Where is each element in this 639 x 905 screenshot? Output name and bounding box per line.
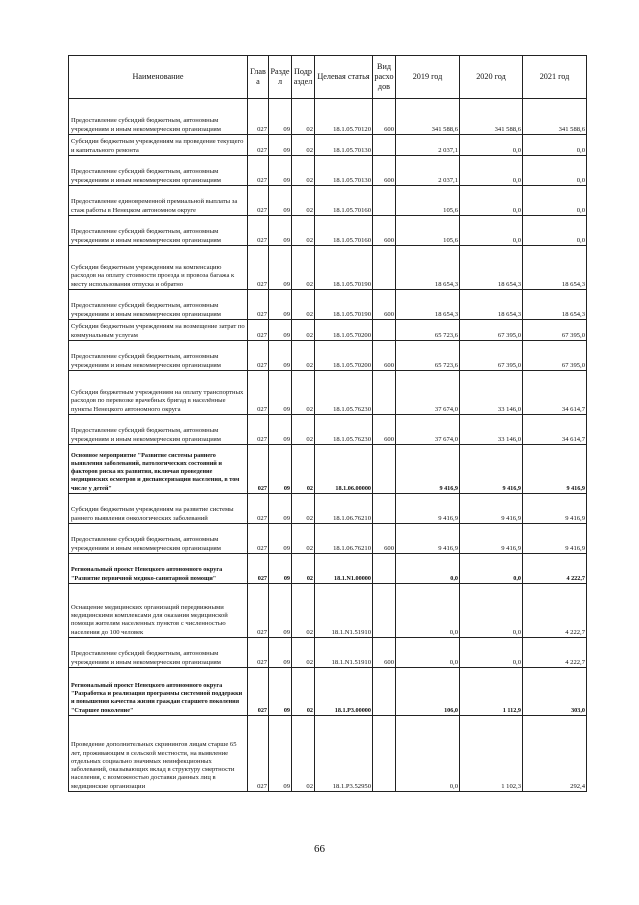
row-glava: 027 bbox=[248, 186, 269, 216]
row-razdel: 09 bbox=[269, 156, 292, 186]
row-podrazdel: 02 bbox=[292, 341, 315, 371]
row-amount-2019: 37 674,0 bbox=[396, 415, 460, 445]
row-razdel: 09 bbox=[269, 216, 292, 246]
row-amount-2019: 9 416,9 bbox=[396, 494, 460, 524]
row-glava: 027 bbox=[248, 415, 269, 445]
row-amount-2020: 0,0 bbox=[460, 216, 523, 246]
table-row bbox=[69, 554, 587, 584]
header-name: Наименование bbox=[69, 56, 248, 99]
row-podrazdel: 02 bbox=[292, 524, 315, 554]
row-razdel: 09 bbox=[269, 99, 292, 135]
table-row bbox=[69, 415, 587, 445]
row-name: Субсидии бюджетным учреждениям на возмещение затрат по коммунальным услугам bbox=[69, 320, 248, 341]
row-name: Оснащение медицинских организаций передвижными медицинскими комплексами для оказания медицинской помощи жителям населенных пунктов с численностью населения до 100 человек bbox=[69, 584, 248, 638]
row-target-article: 18.1.05.70160 bbox=[315, 216, 373, 246]
row-glava: 027 bbox=[248, 290, 269, 320]
row-razdel: 09 bbox=[269, 494, 292, 524]
row-expense-type: 600 bbox=[373, 524, 396, 554]
budget-table bbox=[68, 55, 587, 792]
row-name: Предоставление субсидий бюджетным, автономным учреждениям и иным некоммерческим организациям bbox=[69, 415, 248, 445]
row-target-article: 18.1.N1.51910 bbox=[315, 584, 373, 638]
row-amount-2019: 0,0 bbox=[396, 584, 460, 638]
row-target-article: 18.1.06.76210 bbox=[315, 494, 373, 524]
row-target-article: 18.1.05.70190 bbox=[315, 290, 373, 320]
row-amount-2020: 33 146,0 bbox=[460, 371, 523, 415]
row-amount-2020: 0,0 bbox=[460, 554, 523, 584]
row-expense-type bbox=[373, 246, 396, 290]
row-razdel: 09 bbox=[269, 320, 292, 341]
row-amount-2019: 2 037,1 bbox=[396, 156, 460, 186]
row-amount-2021: 9 416,9 bbox=[523, 524, 587, 554]
row-podrazdel: 02 bbox=[292, 290, 315, 320]
row-name: Субсидии бюджетным учреждениям на проведение текущего и капитального ремонта bbox=[69, 135, 248, 156]
row-amount-2019: 105,6 bbox=[396, 186, 460, 216]
row-amount-2020: 18 654,3 bbox=[460, 246, 523, 290]
row-expense-type bbox=[373, 135, 396, 156]
row-expense-type bbox=[373, 371, 396, 415]
row-podrazdel: 02 bbox=[292, 716, 315, 792]
budget-table-container bbox=[68, 55, 586, 792]
row-podrazdel: 02 bbox=[292, 371, 315, 415]
row-amount-2021: 67 395,0 bbox=[523, 341, 587, 371]
header-razdel: Разде л bbox=[269, 56, 292, 99]
row-amount-2019: 0,0 bbox=[396, 638, 460, 668]
table-body bbox=[69, 99, 587, 792]
row-expense-type bbox=[373, 186, 396, 216]
row-razdel: 09 bbox=[269, 135, 292, 156]
row-podrazdel: 02 bbox=[292, 445, 315, 494]
row-amount-2019: 18 654,3 bbox=[396, 246, 460, 290]
row-amount-2019: 0,0 bbox=[396, 554, 460, 584]
row-name: Региональный проект Ненецкого автономного округа "Развитие первичной медико-санитарной помощи" bbox=[69, 554, 248, 584]
row-amount-2020: 67 395,0 bbox=[460, 341, 523, 371]
row-podrazdel: 02 bbox=[292, 638, 315, 668]
table-row bbox=[69, 99, 587, 135]
row-expense-type bbox=[373, 320, 396, 341]
row-glava: 027 bbox=[248, 584, 269, 638]
row-expense-type: 600 bbox=[373, 216, 396, 246]
row-target-article: 18.1.05.76230 bbox=[315, 415, 373, 445]
row-expense-type bbox=[373, 584, 396, 638]
row-amount-2019: 105,6 bbox=[396, 216, 460, 246]
row-expense-type: 600 bbox=[373, 290, 396, 320]
row-amount-2019: 106,0 bbox=[396, 668, 460, 716]
table-row bbox=[69, 494, 587, 524]
row-podrazdel: 02 bbox=[292, 415, 315, 445]
row-amount-2019: 37 674,0 bbox=[396, 371, 460, 415]
row-name: Предоставление субсидий бюджетным, автономным учреждениям и иным некоммерческим организациям bbox=[69, 216, 248, 246]
row-amount-2021: 4 222,7 bbox=[523, 638, 587, 668]
row-name: Основное мероприятие "Развитие системы раннего выявления заболеваний, патологических состояний и факторов риска их развития, включая проведение медицинских осмотров и диспансеризации населения, в том числе у детей" bbox=[69, 445, 248, 494]
row-target-article: 18.1.P3.52950 bbox=[315, 716, 373, 792]
row-razdel: 09 bbox=[269, 668, 292, 716]
row-expense-type bbox=[373, 716, 396, 792]
row-razdel: 09 bbox=[269, 584, 292, 638]
header-target-article: Целевая статья bbox=[315, 56, 373, 99]
row-amount-2019: 341 588,6 bbox=[396, 99, 460, 135]
table-row bbox=[69, 584, 587, 638]
row-name: Предоставление субсидий бюджетным, автономным учреждениям и иным некоммерческим организациям bbox=[69, 290, 248, 320]
table-row bbox=[69, 216, 587, 246]
row-podrazdel: 02 bbox=[292, 494, 315, 524]
row-amount-2019: 65 723,6 bbox=[396, 341, 460, 371]
table-row bbox=[69, 135, 587, 156]
row-amount-2021: 341 588,6 bbox=[523, 99, 587, 135]
row-amount-2021: 67 395,0 bbox=[523, 320, 587, 341]
row-expense-type bbox=[373, 445, 396, 494]
row-glava: 027 bbox=[248, 99, 269, 135]
row-target-article: 18.1.05.76230 bbox=[315, 371, 373, 415]
row-amount-2019: 9 416,9 bbox=[396, 524, 460, 554]
row-amount-2021: 4 222,7 bbox=[523, 584, 587, 638]
row-amount-2020: 9 416,9 bbox=[460, 524, 523, 554]
row-glava: 027 bbox=[248, 554, 269, 584]
row-amount-2020: 67 395,0 bbox=[460, 320, 523, 341]
header-podrazdel: Подр аздел bbox=[292, 56, 315, 99]
row-expense-type bbox=[373, 554, 396, 584]
row-podrazdel: 02 bbox=[292, 554, 315, 584]
row-glava: 027 bbox=[248, 638, 269, 668]
row-amount-2020: 0,0 bbox=[460, 584, 523, 638]
page-number: 66 bbox=[314, 843, 325, 855]
row-target-article: 18.1.06.76210 bbox=[315, 524, 373, 554]
table-row bbox=[69, 320, 587, 341]
row-glava: 027 bbox=[248, 320, 269, 341]
row-amount-2020: 33 146,0 bbox=[460, 415, 523, 445]
row-razdel: 09 bbox=[269, 341, 292, 371]
table-row bbox=[69, 371, 587, 415]
row-target-article: 18.1.05.70120 bbox=[315, 99, 373, 135]
row-name: Проведение дополнительных скринингов лицам старше 65 лет, проживающим в сельской местности, на выявление отдельных социально значимых неинфекционных заболеваний, оказывающих вклад в структуру смертности населения, с возможностью доставки данных лиц в медицинские организации bbox=[69, 716, 248, 792]
row-amount-2021: 18 654,3 bbox=[523, 246, 587, 290]
table-row bbox=[69, 186, 587, 216]
table-row bbox=[69, 290, 587, 320]
row-target-article: 18.1.N1.00000 bbox=[315, 554, 373, 584]
row-razdel: 09 bbox=[269, 445, 292, 494]
row-name: Субсидии бюджетным учреждениям на развитие системы раннего выявления онкологических заболеваний bbox=[69, 494, 248, 524]
header-glava: Глав а bbox=[248, 56, 269, 99]
row-amount-2020: 0,0 bbox=[460, 135, 523, 156]
row-expense-type: 600 bbox=[373, 415, 396, 445]
row-amount-2020: 9 416,9 bbox=[460, 445, 523, 494]
header-expense-type: Вид расхо дов bbox=[373, 56, 396, 99]
row-podrazdel: 02 bbox=[292, 156, 315, 186]
row-razdel: 09 bbox=[269, 554, 292, 584]
row-glava: 027 bbox=[248, 135, 269, 156]
row-amount-2021: 18 654,3 bbox=[523, 290, 587, 320]
row-target-article: 18.1.05.70200 bbox=[315, 320, 373, 341]
row-target-article: 18.1.05.70200 bbox=[315, 341, 373, 371]
row-amount-2021: 303,0 bbox=[523, 668, 587, 716]
row-expense-type: 600 bbox=[373, 99, 396, 135]
row-name: Предоставление субсидий бюджетным, автономным учреждениям и иным некоммерческим организациям bbox=[69, 638, 248, 668]
row-amount-2019: 18 654,3 bbox=[396, 290, 460, 320]
row-podrazdel: 02 bbox=[292, 584, 315, 638]
row-target-article: 18.1.N1.51910 bbox=[315, 638, 373, 668]
row-razdel: 09 bbox=[269, 524, 292, 554]
row-amount-2020: 0,0 bbox=[460, 638, 523, 668]
row-glava: 027 bbox=[248, 524, 269, 554]
row-glava: 027 bbox=[248, 716, 269, 792]
row-glava: 027 bbox=[248, 341, 269, 371]
row-name: Предоставление субсидий бюджетным, автономным учреждениям и иным некоммерческим организациям bbox=[69, 156, 248, 186]
row-razdel: 09 bbox=[269, 371, 292, 415]
row-amount-2021: 34 614,7 bbox=[523, 371, 587, 415]
row-glava: 027 bbox=[248, 216, 269, 246]
row-amount-2021: 9 416,9 bbox=[523, 494, 587, 524]
header-row bbox=[69, 56, 587, 99]
row-amount-2021: 292,4 bbox=[523, 716, 587, 792]
row-name: Предоставление единовременной премиальной выплаты за стаж работы в Ненецком автономном округе bbox=[69, 186, 248, 216]
row-target-article: 18.1.05.70190 bbox=[315, 246, 373, 290]
table-row bbox=[69, 716, 587, 792]
row-amount-2020: 18 654,3 bbox=[460, 290, 523, 320]
row-expense-type: 600 bbox=[373, 156, 396, 186]
row-razdel: 09 bbox=[269, 246, 292, 290]
table-row bbox=[69, 668, 587, 716]
row-target-article: 18.1.P3.00000 bbox=[315, 668, 373, 716]
row-name: Предоставление субсидий бюджетным, автономным учреждениям и иным некоммерческим организациям bbox=[69, 99, 248, 135]
row-target-article: 18.1.05.70160 bbox=[315, 186, 373, 216]
row-glava: 027 bbox=[248, 246, 269, 290]
row-podrazdel: 02 bbox=[292, 246, 315, 290]
row-amount-2019: 9 416,9 bbox=[396, 445, 460, 494]
row-expense-type: 600 bbox=[373, 341, 396, 371]
row-razdel: 09 bbox=[269, 290, 292, 320]
row-target-article: 18.1.06.00000 bbox=[315, 445, 373, 494]
row-name: Предоставление субсидий бюджетным, автономным учреждениям и иным некоммерческим организациям bbox=[69, 524, 248, 554]
row-amount-2020: 341 588,6 bbox=[460, 99, 523, 135]
table-row bbox=[69, 638, 587, 668]
row-expense-type: 600 bbox=[373, 638, 396, 668]
table-row bbox=[69, 524, 587, 554]
row-podrazdel: 02 bbox=[292, 99, 315, 135]
row-glava: 027 bbox=[248, 156, 269, 186]
row-amount-2019: 0,0 bbox=[396, 716, 460, 792]
row-glava: 027 bbox=[248, 371, 269, 415]
header-year-2019: 2019 год bbox=[396, 56, 460, 99]
row-podrazdel: 02 bbox=[292, 186, 315, 216]
row-amount-2020: 0,0 bbox=[460, 156, 523, 186]
row-amount-2019: 2 037,1 bbox=[396, 135, 460, 156]
row-razdel: 09 bbox=[269, 415, 292, 445]
row-name: Региональный проект Ненецкого автономного округа "Разработка и реализация программы системной поддержки и повышения качества жизни граждан старшего поколения "Старшее поколение" bbox=[69, 668, 248, 716]
row-podrazdel: 02 bbox=[292, 216, 315, 246]
row-expense-type bbox=[373, 668, 396, 716]
table-row bbox=[69, 156, 587, 186]
row-amount-2021: 9 416,9 bbox=[523, 445, 587, 494]
row-name: Субсидии бюджетным учреждениям на компенсацию расходов на оплату стоимости проезда и провоза багажа к месту использования отпуска и обратно bbox=[69, 246, 248, 290]
row-podrazdel: 02 bbox=[292, 668, 315, 716]
row-amount-2021: 34 614,7 bbox=[523, 415, 587, 445]
row-amount-2021: 0,0 bbox=[523, 216, 587, 246]
row-target-article: 18.1.05.70130 bbox=[315, 135, 373, 156]
row-amount-2019: 65 723,6 bbox=[396, 320, 460, 341]
row-name: Предоставление субсидий бюджетным, автономным учреждениям и иным некоммерческим организациям bbox=[69, 341, 248, 371]
row-amount-2020: 1 102,3 bbox=[460, 716, 523, 792]
row-expense-type bbox=[373, 494, 396, 524]
row-amount-2020: 0,0 bbox=[460, 186, 523, 216]
header-year-2020: 2020 год bbox=[460, 56, 523, 99]
row-amount-2021: 0,0 bbox=[523, 186, 587, 216]
row-amount-2021: 0,0 bbox=[523, 156, 587, 186]
row-amount-2020: 1 112,9 bbox=[460, 668, 523, 716]
table-row bbox=[69, 246, 587, 290]
row-glava: 027 bbox=[248, 668, 269, 716]
table-row bbox=[69, 341, 587, 371]
row-razdel: 09 bbox=[269, 716, 292, 792]
row-amount-2021: 0,0 bbox=[523, 135, 587, 156]
row-glava: 027 bbox=[248, 494, 269, 524]
row-glava: 027 bbox=[248, 445, 269, 494]
table-row bbox=[69, 445, 587, 494]
row-amount-2020: 9 416,9 bbox=[460, 494, 523, 524]
row-podrazdel: 02 bbox=[292, 320, 315, 341]
row-target-article: 18.1.05.70130 bbox=[315, 156, 373, 186]
row-podrazdel: 02 bbox=[292, 135, 315, 156]
row-razdel: 09 bbox=[269, 638, 292, 668]
row-razdel: 09 bbox=[269, 186, 292, 216]
row-amount-2021: 4 222,7 bbox=[523, 554, 587, 584]
row-name: Субсидия бюджетным учреждениям на оплату транспортных расходов по перевозке врачебных бригад в населённые пункты Ненецкого автономного округа bbox=[69, 371, 248, 415]
header-year-2021: 2021 год bbox=[523, 56, 587, 99]
